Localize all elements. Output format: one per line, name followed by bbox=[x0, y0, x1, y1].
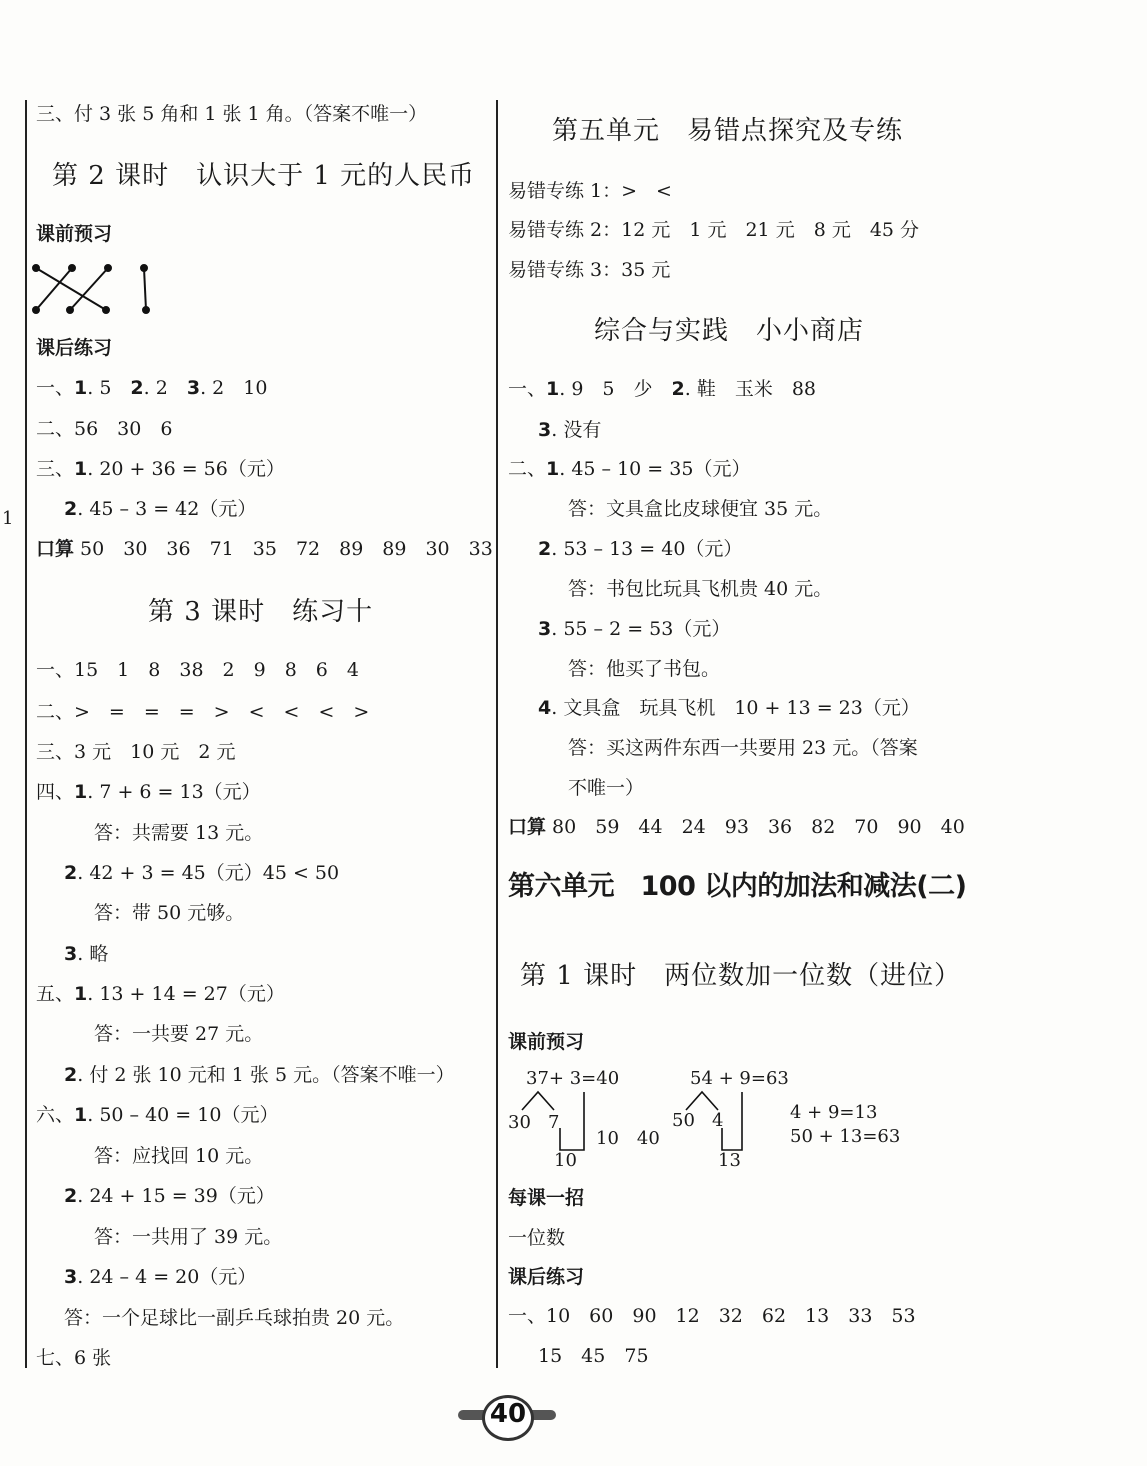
right-p3: 二、1. 45 – 10 = 35（元） bbox=[508, 458, 751, 480]
right-p9: 4. 文具盒 玩具飞机 10 + 13 = 23（元） bbox=[538, 697, 920, 719]
post-practice-label-left: 课后练习 bbox=[36, 337, 113, 359]
left-m15: 答：一共用了 39 元。 bbox=[94, 1226, 283, 1248]
right-p8: 答：他买了书包。 bbox=[568, 658, 721, 680]
right-r1: 易错专练 1：> < bbox=[508, 180, 672, 202]
left-m1: 一、15 1 8 38 2 9 8 6 4 bbox=[36, 659, 359, 681]
pre-study-label-left: 课前预习 bbox=[36, 223, 113, 245]
post-practice-label-right: 课后练习 bbox=[508, 1266, 585, 1288]
left-m13: 答：应找回 10 元。 bbox=[94, 1145, 264, 1167]
left-m11: 2. 付 2 张 10 元和 1 张 5 元。（答案不唯一） bbox=[64, 1064, 455, 1086]
unit6-title: 第六单元 100 以内的加法和减法(二) bbox=[508, 871, 967, 902]
lesson3-title: 第 3 课时 练习十 bbox=[148, 597, 374, 627]
left-m4: 四、1. 7 + 6 = 13（元） bbox=[36, 781, 261, 803]
page-number-badge bbox=[458, 1393, 554, 1437]
fig-n10-40: 10 40 bbox=[596, 1128, 660, 1149]
left-m7: 答：带 50 元够。 bbox=[94, 902, 245, 924]
unit5-title: 第五单元 易错点探究及专练 bbox=[552, 116, 904, 146]
left-m9: 五、1. 13 + 14 = 27（元） bbox=[36, 983, 285, 1005]
right-p11: 不唯一） bbox=[568, 777, 645, 799]
left-mental-math: 口算 50 30 36 71 35 72 89 89 30 33 bbox=[36, 538, 493, 560]
lesson1-title: 第 1 课时 两位数加一位数（进位） bbox=[520, 961, 962, 991]
fig-eq4: 50 + 13=63 bbox=[790, 1126, 901, 1147]
left-m8: 3. 略 bbox=[64, 943, 109, 965]
pre-study-label-right: 课前预习 bbox=[508, 1031, 585, 1053]
right-r2: 易错专练 2：12 元 1 元 21 元 8 元 45 分 bbox=[508, 219, 920, 241]
right-r3: 易错专练 3：35 元 bbox=[508, 259, 671, 281]
right-p2: 3. 没有 bbox=[538, 419, 602, 441]
left-m16: 3. 24 – 4 = 20（元） bbox=[64, 1266, 257, 1288]
fig-n10-bottom: 10 bbox=[554, 1150, 577, 1171]
tip-label: 每课一招 bbox=[508, 1187, 585, 1209]
left-margin-rule bbox=[25, 100, 27, 1368]
decomposition-figure bbox=[500, 1064, 920, 1174]
left-m10: 答：一共要 27 元。 bbox=[94, 1023, 264, 1045]
right-p5: 2. 53 – 13 = 40（元） bbox=[538, 538, 743, 560]
page-number: 40 bbox=[489, 1399, 527, 1429]
right-p7: 3. 55 – 2 = 53（元） bbox=[538, 618, 731, 640]
fig-n7: 7 bbox=[548, 1112, 560, 1133]
fig-connector-lines bbox=[500, 1064, 760, 1174]
left-m14: 2. 24 + 15 = 39（元） bbox=[64, 1185, 275, 1207]
right-mental-math: 口算 80 59 44 24 93 36 82 70 90 40 bbox=[508, 816, 965, 838]
fig-n13: 13 bbox=[718, 1150, 741, 1171]
left-m12: 六、1. 50 – 40 = 10（元） bbox=[36, 1104, 279, 1126]
left-line-0: 三、付 3 张 5 角和 1 张 1 角。（答案不唯一） bbox=[36, 103, 428, 125]
left-m5: 答：共需要 13 元。 bbox=[94, 822, 264, 844]
left-line-1: 一、1. 5 2. 2 3. 2 10 bbox=[36, 377, 268, 399]
right-p6: 答：书包比玩具飞机贵 40 元。 bbox=[568, 578, 833, 600]
margin-mark: 1 bbox=[2, 508, 14, 529]
practice-title: 综合与实践 小小商店 bbox=[594, 316, 865, 346]
left-m3: 三、3 元 10 元 2 元 bbox=[36, 741, 236, 763]
left-line-4: 2. 45 – 3 = 42（元） bbox=[64, 498, 257, 520]
left-line-2: 二、56 30 6 bbox=[36, 418, 173, 440]
right-p10: 答：买这两件东西一共要用 23 元。（答案 bbox=[568, 737, 918, 759]
left-m2: 二、> = = = > < < < > bbox=[36, 701, 370, 723]
left-m17: 答：一个足球比一副乒乓球拍贵 20 元。 bbox=[64, 1307, 405, 1329]
matching-lines-figure bbox=[30, 262, 160, 316]
fig-n30: 30 bbox=[508, 1112, 531, 1133]
tip-text: 一位数 bbox=[508, 1227, 566, 1249]
right-q1: 一、10 60 90 12 32 62 13 33 53 bbox=[508, 1305, 916, 1327]
fig-n4: 4 bbox=[712, 1110, 724, 1131]
right-p1: 一、1. 9 5 少 2. 鞋 玉米 88 bbox=[508, 378, 817, 400]
fig-eq3: 4 + 9=13 bbox=[790, 1102, 878, 1123]
lesson2-title: 第 2 课时 认识大于 1 元的人民币 bbox=[52, 161, 476, 191]
left-m18: 七、6 张 bbox=[36, 1347, 112, 1369]
fig-eq2: 54 + 9=63 bbox=[690, 1068, 789, 1089]
fig-n50: 50 bbox=[672, 1110, 695, 1131]
right-p4: 答：文具盒比皮球便宜 35 元。 bbox=[568, 498, 833, 520]
left-m6: 2. 42 + 3 = 45（元）45 < 50 bbox=[64, 862, 340, 884]
left-line-3: 三、1. 20 + 36 = 56（元） bbox=[36, 458, 285, 480]
column-divider bbox=[496, 100, 498, 1368]
fig-eq1: 37+ 3=40 bbox=[526, 1068, 620, 1089]
right-q2: 15 45 75 bbox=[538, 1345, 649, 1367]
